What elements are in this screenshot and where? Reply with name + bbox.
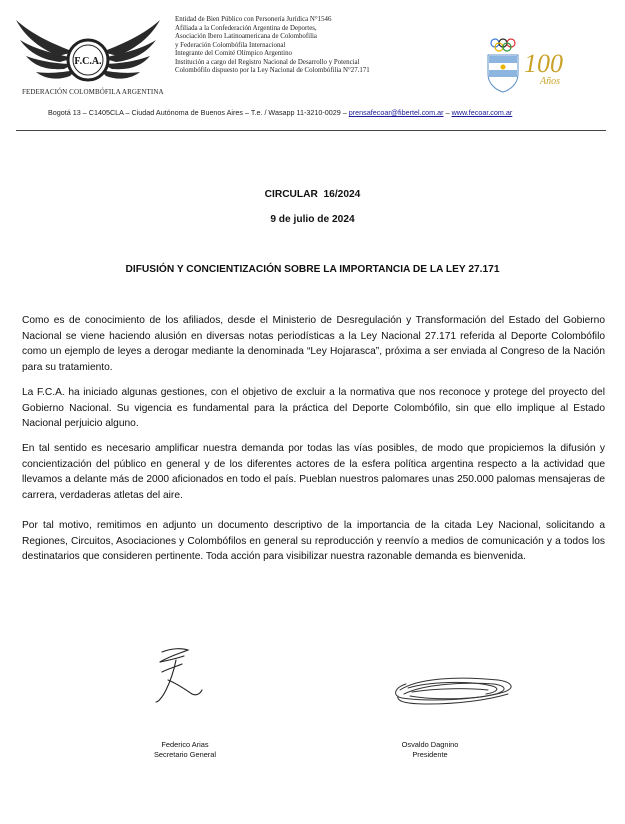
website-link[interactable]: www.fecoar.com.ar bbox=[451, 108, 513, 117]
circular-number: CIRCULAR 16/2024 bbox=[264, 189, 361, 200]
logo-number: 100 bbox=[524, 49, 563, 78]
org-description bbox=[175, 16, 370, 76]
signer-role: Secretario General bbox=[153, 750, 217, 759]
logo-text: F.C.A. bbox=[74, 56, 102, 67]
logo-word: Años bbox=[540, 76, 560, 87]
circular-title: DIFUSIÓN Y CONCIENTIZACIÓN SOBRE LA IMPORTANCIA DE LA LEY 27.171 bbox=[125, 264, 500, 275]
olympic-100-years-logo bbox=[482, 38, 582, 96]
signer-president bbox=[375, 740, 485, 760]
address-line bbox=[48, 108, 512, 117]
fca-winged-logo bbox=[14, 14, 162, 92]
paragraph: La F.C.A. ha iniciado algunas gestiones, con el objetivo de excluir a la normativa que nos reconoce y protege del proyecto del Gobierno Nacional. Su vigencia es fundamental para la práctica del Deporte Colombófilo, sin que ello implique al Estado Nacional perjuicio alguno. bbox=[22, 387, 605, 429]
email-link[interactable]: prensafecoar@fibertel.com.ar bbox=[348, 108, 444, 117]
address-separator: – bbox=[445, 108, 450, 117]
signer-role: Presidente bbox=[412, 750, 448, 759]
header-divider bbox=[16, 130, 606, 131]
org-line: Integrante del Comité Olímpico Argentino bbox=[175, 50, 292, 57]
org-line: y Federación Colombófila Internacional bbox=[175, 41, 286, 49]
org-line: Colombófilo dispuesto por la Ley Nacional de Colombófilia N°27.171 bbox=[175, 67, 370, 74]
org-line: Entidad de Bien Público con Personería Jurídica N°1546 bbox=[175, 16, 332, 23]
paragraph: Como es de conocimiento de los afiliados, desde el Ministerio de Desregulación y Transformación del Estado del Gobierno Nacional se viene haciendo alusión en diversas notas periodísticas a la Ley Nacional 27.171 referida al Deporte Colombófilo como un ejemplo de leyes a derogar mediante la denominada “Ley Hojarasca”, próxima a ser enviada al Congreso de la Nación para su tratamiento. bbox=[22, 315, 605, 373]
org-line: Afiliada a la Confederación Argentina de Deportes, bbox=[175, 24, 317, 32]
signer-name: Federico Arias bbox=[161, 740, 209, 749]
address-text: Bogotá 13 – C1405CLA – Ciudad Autónoma de Buenos Aires – T.e. / Wasapp 11-3210-0029 – bbox=[48, 108, 347, 117]
paragraph: Por tal motivo, remitimos en adjunto un documento descriptivo de la importancia de la citada Ley Nacional, solicitando a Regiones, Circuitos, Asociaciones y Colombófilos en general su reproducción y reenvío a medios de comunicación y a todos los destinatarios que consideren pertinente. Toda acción para visibilizar nuestra razonable demanda es bienvenida. bbox=[22, 520, 605, 562]
circular-date: 9 de julio de 2024 bbox=[270, 214, 355, 225]
paragraph: En tal sentido es necesario amplificar nuestra demanda por todas las vías posibles, de modo que propiciemos la difusión y concientización del público en general y de los diferentes actores de la esfera política argentina respecto a la actividad que llevamos a delante más de 2000 aficionados en todo el país. Pueblan nuestros palomares unas 250.000 palomas mensajeras de carrera, verdaderas atletas del aire. bbox=[22, 443, 605, 501]
org-name: FEDERACIÓN COLOMBÓFILA ARGENTINA bbox=[22, 88, 164, 96]
signature-president bbox=[388, 670, 523, 712]
org-line: Asociación Ibero Latinoamericana de Colombofilia bbox=[175, 33, 317, 40]
signer-secretary bbox=[130, 740, 240, 760]
org-line: Institución a cargo del Registro Nacional de Desarrollo y Potencial bbox=[175, 58, 360, 66]
signature-secretary bbox=[148, 642, 208, 706]
signer-name: Osvaldo Dagnino bbox=[401, 740, 459, 749]
